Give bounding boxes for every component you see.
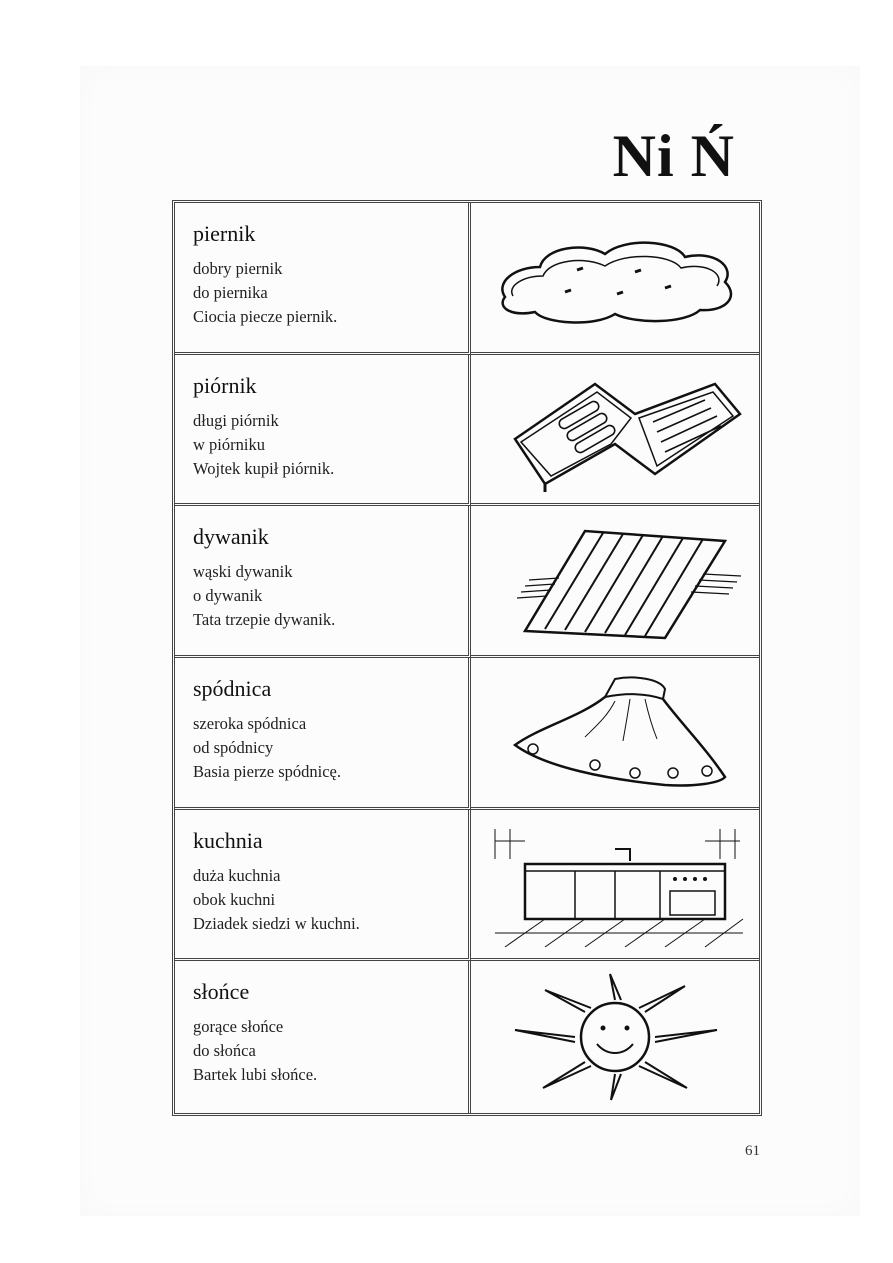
picture-cell <box>471 658 759 810</box>
phrase-line: długi piórnik <box>193 410 279 430</box>
word-cell-piornik <box>175 355 471 507</box>
phrase-line: wąski dywanik <box>193 562 293 582</box>
phrase-line: do słońca <box>193 1041 256 1061</box>
gingerbread-icon <box>485 212 745 342</box>
phrase-line: Dziadek siedzi w kuchni. <box>193 913 360 933</box>
phrase-line: Bartek lubi słońce. <box>193 1065 318 1085</box>
phrase-line: Tata trzepie dywanik. <box>193 610 336 630</box>
kitchen-icon <box>485 819 745 949</box>
phrase-line: w piórniku <box>193 434 265 454</box>
phrase-line: gorące słońce <box>193 1017 284 1037</box>
phrase-line: obok kuchni <box>193 889 276 909</box>
phrase-line: dobry piernik <box>193 259 283 278</box>
word-cell-dywanik <box>175 506 471 658</box>
phrase-line: duża kuchnia <box>193 865 281 885</box>
phrase-line: do piernika <box>193 283 268 302</box>
word-heading: dywanik <box>193 524 269 550</box>
sun-icon <box>485 972 745 1102</box>
picture-cell <box>471 355 759 507</box>
page-title: Ni Ń <box>612 123 735 189</box>
phrase-line: szeroka spódnica <box>193 714 307 733</box>
word-heading: słońce <box>193 979 250 1005</box>
phrase-line: Basia pierze spódnicę. <box>193 762 341 781</box>
picture-cell <box>471 506 759 658</box>
word-heading: piórnik <box>193 372 257 398</box>
phrase-line: Ciocia piecze piernik. <box>193 307 338 326</box>
word-cell-kuchnia <box>175 810 471 962</box>
phrase-line: o dywanik <box>193 586 263 606</box>
picture-cell <box>471 961 759 1113</box>
word-table <box>172 200 762 1116</box>
word-cell-spodnica <box>175 658 471 810</box>
rug-icon <box>485 516 745 646</box>
phrase-line: od spódnicy <box>193 738 274 757</box>
pencil-case-icon <box>485 364 745 494</box>
picture-cell <box>471 810 759 962</box>
page-number: 61 <box>745 1143 760 1159</box>
skirt-icon <box>485 667 745 797</box>
word-heading: kuchnia <box>193 827 263 853</box>
word-cell-piernik <box>175 203 471 355</box>
word-cell-slonce <box>175 961 471 1113</box>
word-heading: spódnica <box>193 676 272 701</box>
picture-cell <box>471 203 759 355</box>
word-heading: piernik <box>193 221 256 246</box>
phrase-line: Wojtek kupił piórnik. <box>193 458 335 478</box>
